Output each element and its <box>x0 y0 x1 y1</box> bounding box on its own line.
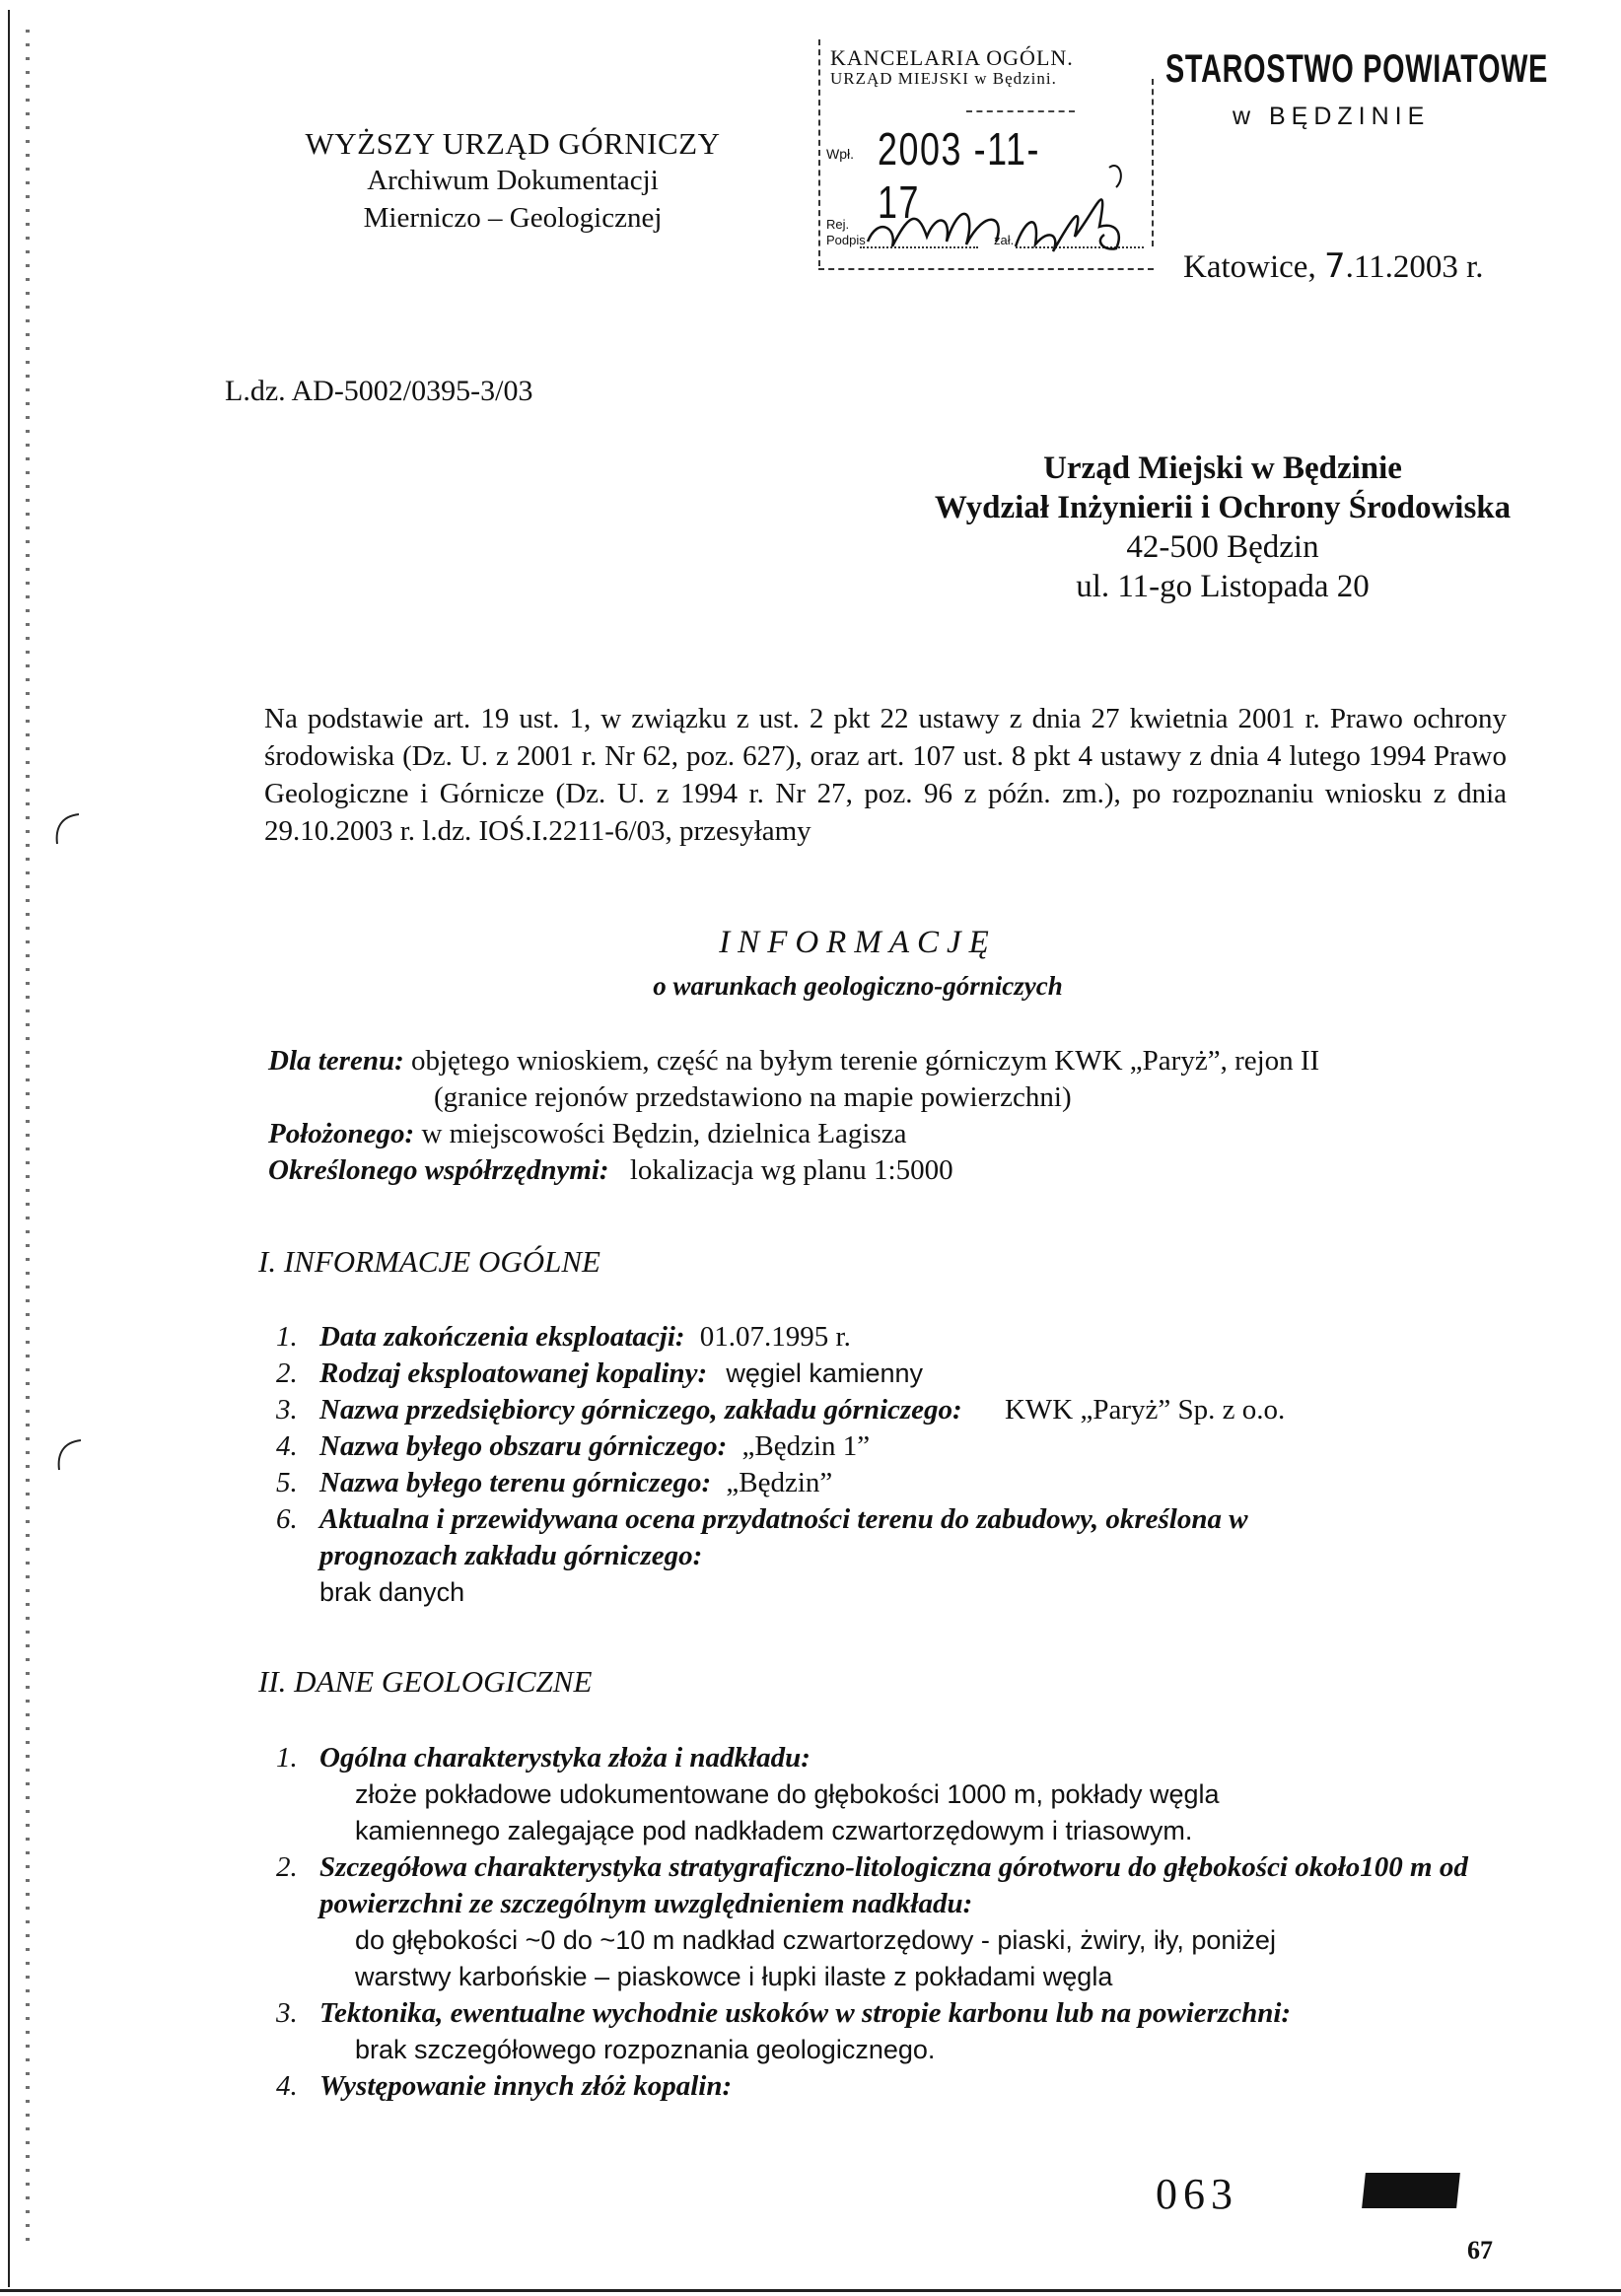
list-item <box>276 1392 1558 1428</box>
scan-edge-line <box>8 10 10 2287</box>
recipient-stamp-title: STAROSTWO POWIATOWE <box>1165 47 1549 91</box>
page-number: 67 <box>1467 2236 1493 2264</box>
item-number: 3. <box>276 1394 298 1426</box>
punch-hole-mark-icon <box>41 810 91 850</box>
stamp-zal-label: zał. <box>994 233 1015 247</box>
field-teren <box>268 1043 1540 1116</box>
section-1-title: I. INFORMACJE OGÓLNE <box>258 1244 600 1279</box>
item-value: brak danych <box>319 1577 465 1607</box>
stamp-date: 2003 -11- 17 <box>878 123 1040 228</box>
document-subtitle: o warunkach geologiczno-górniczych <box>653 971 1063 1001</box>
item-label: Tektonika, ewentualne wychodnie uskoków w stropie karbonu lub na powierzchni: <box>319 1997 1292 2029</box>
received-stamp <box>818 39 1154 271</box>
item-value: węgiel kamienny <box>726 1358 923 1388</box>
item-number: 2. <box>276 1357 298 1389</box>
handwritten-day: 7 <box>1323 246 1346 286</box>
location-fields <box>268 1043 1540 1189</box>
address-line1: Urząd Miejski w Będzinie <box>1043 451 1402 486</box>
scan-left-edge <box>0 0 39 2296</box>
scan-edge-dots <box>26 30 30 2248</box>
scan-bottom-line <box>0 2289 1621 2292</box>
list-item <box>276 1740 1558 1849</box>
list-item <box>276 1356 1558 1392</box>
address-line3: 42-500 Będzin <box>1126 529 1319 565</box>
stamp-wpl-label: Wpł. <box>826 146 854 162</box>
item-label: Nazwa przedsiębiorcy górniczego, zakładu górniczego: <box>319 1394 962 1426</box>
item-value: 01.07.1995 r. <box>699 1321 851 1353</box>
list-item <box>276 1465 1558 1501</box>
archive-code: 063 <box>1156 2170 1238 2218</box>
item-label: Występowanie innych złóż kopalin: <box>319 2070 733 2102</box>
item-number: 1. <box>276 1321 298 1353</box>
handwritten-signature <box>858 158 1144 266</box>
sender-name: WYŻSZY URZĄD GÓRNICZY <box>305 126 721 161</box>
list-item <box>276 1849 1558 1995</box>
item-body: brak szczegółowego rozpoznania geologicznego. <box>355 2035 936 2064</box>
section-1-list <box>276 1319 1558 1611</box>
field-teren-value2: (granice rejonów przedstawiono na mapie powierzchni) <box>434 1081 1072 1113</box>
stamp-border-bottom <box>818 268 1154 270</box>
sender-header <box>237 126 789 237</box>
stamp-office: KANCELARIA OGÓLN. <box>830 45 1074 70</box>
item-label: Nazwa byłego obszaru górniczego: <box>319 1430 728 1462</box>
field-wspolrzedne <box>268 1152 1540 1189</box>
item-label: Rodzaj eksploatowanej kopaliny: <box>319 1357 708 1389</box>
redaction-bar <box>1362 2173 1460 2208</box>
list-item <box>276 1428 1558 1465</box>
item-label: Data zakończenia eksploatacji: <box>319 1321 685 1353</box>
item-value: „Będzin” <box>726 1467 833 1498</box>
item-label: Aktualna i przewidywana ocena przydatności terenu do zabudowy, określona w prognozach zakładu górniczego: <box>319 1503 1248 1571</box>
field-polozony-label: Położonego: <box>268 1118 415 1149</box>
place-date <box>1183 246 1484 286</box>
section-2-list <box>276 1740 1558 2105</box>
item-body: złoże pokładowe udokumentowane do głębokości 1000 m, pokłady węgla kamiennego zalegające pod nadkładem czwartorzędowym i triasowym. <box>355 1779 1220 1845</box>
item-body: do głębokości ~0 do ~10 m nadkład czwartorzędowy - piaski, żwiry, iły, poniżej warstwy karbońskie – piaskowce i łupki ilaste z pokładami węgla <box>355 1925 1276 1991</box>
field-teren-value: objętego wnioskiem, część na byłym terenie górniczym KWK „Paryż”, rejon II <box>411 1045 1320 1077</box>
list-item <box>276 1995 1558 2068</box>
recipient-stamp-city: w BĘDZINIE <box>1233 103 1431 130</box>
item-value: KWK „Paryż” Sp. z o.o. <box>1004 1394 1286 1426</box>
item-number: 4. <box>276 2070 298 2102</box>
item-number: 6. <box>276 1503 298 1535</box>
item-label: Szczegółowa charakterystyka stratygraficzno-litologiczna górotworu do głębokości około100 m od powierzchni ze szczególnym uwzględnieniem nadkładu: <box>319 1851 1468 1919</box>
date-rest: .11.2003 r. <box>1345 249 1484 285</box>
intro-paragraph: Na podstawie art. 19 ust. 1, w związku z ust. 2 pkt 22 ustawy z dnia 27 kwietnia 2001 r. Prawo ochrony środowiska (Dz. U. z 2001 r. Nr 62, poz. 627), oraz art. 107 ust. 8 pkt 4 ustawy z dnia 4 lutego 1994 Prawo Geologiczne i Górnicze (Dz. U. z 1994 r. Nr 27, poz. 96 z późn. zm.), po rozpoznaniu wniosku z dnia 29.10.2003 r. l.dz. IOŚ.I.2211-6/03, przesyłamy <box>264 703 1507 847</box>
field-wspolrzedne-value: lokalizacja wg planu 1:5000 <box>629 1154 953 1186</box>
stamp-border-right <box>1152 79 1154 246</box>
sender-dept-line1: Archiwum Dokumentacji <box>367 165 659 196</box>
field-wspolrzedne-label: Określonego współrzędnymi: <box>268 1154 609 1186</box>
address-line4: ul. 11-go Listopada 20 <box>1076 569 1370 604</box>
stamp-dash <box>966 110 1075 112</box>
field-polozony-value: w miejscowości Będzin, dzielnica Łagisza <box>421 1118 907 1149</box>
recipient-address <box>848 449 1597 606</box>
item-number: 2. <box>276 1851 298 1883</box>
stamp-authority: URZĄD MIEJSKI w Będzini. <box>830 69 1057 88</box>
sender-dept-line2: Mierniczo – Geologicznej <box>363 202 663 234</box>
place: Katowice, <box>1183 249 1316 285</box>
item-number: 1. <box>276 1742 298 1774</box>
list-item <box>276 2068 1558 2105</box>
document-title: INFORMACJĘ <box>719 925 997 960</box>
field-teren-label: Dla terenu: <box>268 1045 404 1077</box>
punch-hole-mark-icon <box>41 1434 91 1474</box>
field-polozony <box>268 1116 1540 1152</box>
list-item <box>276 1319 1558 1356</box>
item-number: 4. <box>276 1430 298 1462</box>
item-label: Nazwa byłego terenu górniczego: <box>319 1467 712 1498</box>
stamp-podpis-label: Podpis <box>826 233 866 247</box>
stamp-border-left <box>818 39 822 266</box>
address-line2: Wydział Inżynierii i Ochrony Środowiska <box>934 490 1512 525</box>
section-2-title: II. DANE GEOLOGICZNE <box>258 1664 593 1699</box>
item-number: 5. <box>276 1467 298 1498</box>
stamp-rej-label: Rej. <box>826 217 850 232</box>
item-value: „Będzin 1” <box>741 1430 871 1462</box>
item-number: 3. <box>276 1997 298 2029</box>
item-label: Ogólna charakterystyka złoża i nadkładu: <box>319 1742 810 1774</box>
list-item <box>276 1501 1558 1611</box>
reference-number: L.dz. AD-5002/0395-3/03 <box>225 375 533 407</box>
